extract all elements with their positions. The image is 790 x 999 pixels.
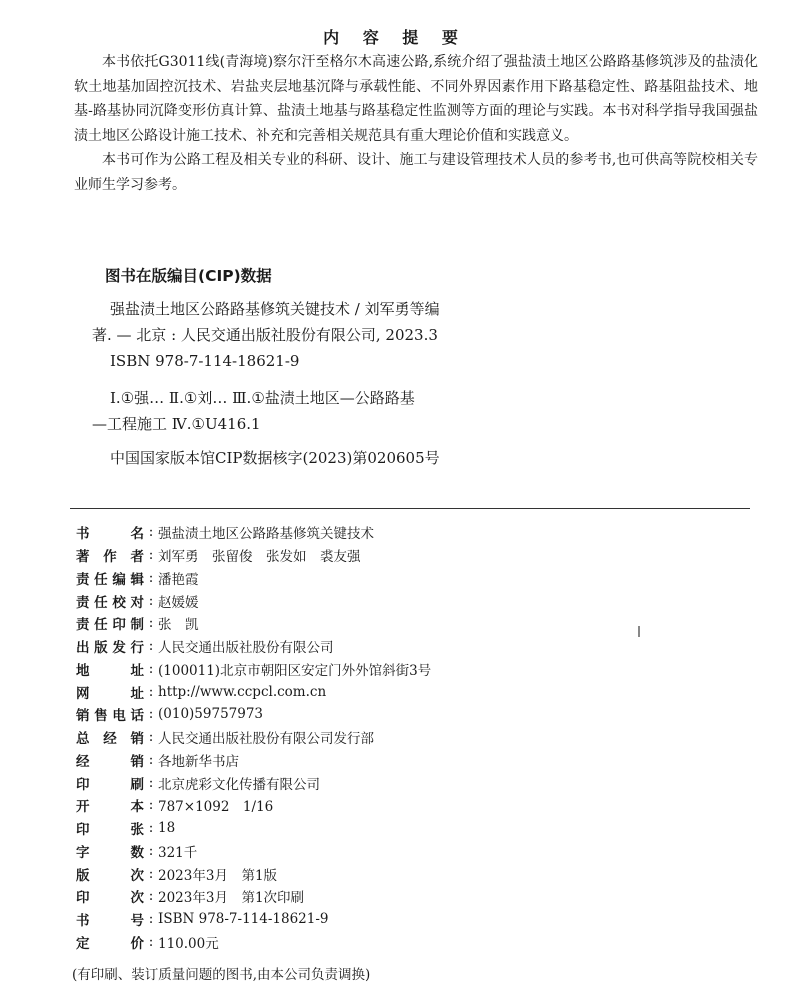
summary-paragraph: 本书可作为公路工程及相关专业的科研、设计、施工与建设管理技术人员的参考书,也可供高等院校相关专业师生学习参考。 [74, 152, 758, 193]
info-label: 印次 [76, 890, 144, 907]
info-colon: : [148, 524, 154, 541]
info-label: 书号 [76, 913, 144, 930]
info-colon: : [148, 615, 154, 632]
info-row [76, 680, 676, 703]
info-label: 责任编辑 [76, 571, 144, 588]
info-colon: : [148, 751, 154, 768]
info-row [76, 567, 676, 590]
quality-note: (有印刷、装订质量问题的图书,由本公司负责调换) [72, 967, 371, 983]
info-colon: : [148, 660, 154, 677]
scan-mark [638, 626, 640, 637]
info-value: (010)59757973 [158, 706, 264, 723]
info-colon: : [148, 797, 154, 814]
info-row [76, 612, 676, 635]
info-row [76, 749, 676, 772]
info-value: 人民交通出版社股份有限公司 [158, 640, 334, 657]
info-row [76, 840, 676, 863]
info-label: 销售电话 [76, 708, 144, 725]
summary-paragraph: 本书依托G3011线(青海境)察尔汗至格尔木高速公路,系统介绍了强盐渍土地区公路路基修筑涉及的盐渍化软土地基加固控沉技术、岩盐夹层地基沉降与承载性能、不同外界因素作用下路基稳定性、路基阻盐技术、地基-路基协同沉降变形仿真计算、盐渍土地基与路基稳定性监测等方面的理论与实践。本书对科学指导我国强盐渍土地区公路设计施工技术、补充和完善相关规范具有重大理论价值和实践意义。 [74, 54, 758, 144]
info-colon: : [148, 842, 154, 859]
info-label: 书名 [76, 526, 144, 543]
summary-title: 内 容 提 要 [323, 28, 467, 47]
info-colon: : [148, 592, 154, 609]
info-value: 北京虎彩文化传播有限公司 [158, 776, 320, 793]
info-colon: : [148, 933, 154, 950]
publication-info [76, 521, 676, 953]
info-label: 印刷 [76, 776, 144, 793]
info-colon: : [148, 729, 154, 746]
info-row [76, 658, 676, 681]
info-row [76, 931, 676, 954]
info-row [76, 885, 676, 908]
info-value: 18 [158, 820, 176, 837]
info-row [76, 726, 676, 749]
info-colon: : [148, 911, 154, 928]
info-value: ISBN 978-7-114-18621-9 [158, 911, 329, 928]
info-value: 人民交通出版社股份有限公司发行部 [158, 731, 374, 748]
cip-line: ISBN 978-7-114-18621-9 [110, 352, 300, 370]
info-label: 字数 [76, 844, 144, 861]
info-value: 刘军勇 张留俊 张发如 裘友强 [158, 549, 361, 566]
cip-number: 中国国家版本馆CIP数据核字(2023)第020605号 [110, 449, 440, 467]
info-value: 2023年3月 第1次印刷 [158, 890, 305, 907]
info-label: 责任印制 [76, 617, 144, 634]
info-label: 经销 [76, 753, 144, 770]
info-row [76, 908, 676, 931]
info-value: 赵媛媛 [158, 594, 199, 611]
info-row [76, 544, 676, 567]
info-label: 版次 [76, 867, 144, 884]
info-colon: : [148, 888, 154, 905]
info-colon: : [148, 547, 154, 564]
cip-line: —工程施工 Ⅳ.①U416.1 [92, 415, 261, 433]
info-row [76, 862, 676, 885]
info-value: 321千 [158, 844, 198, 861]
info-value: 2023年3月 第1版 [158, 867, 278, 884]
info-label: 地址 [76, 662, 144, 679]
info-value: 787×1092 1/16 [158, 799, 274, 816]
info-value: (100011)北京市朝阳区安定门外外馆斜街3号 [158, 662, 432, 679]
info-colon: : [148, 569, 154, 586]
info-colon: : [148, 638, 154, 655]
cip-line: Ⅰ.①强… Ⅱ.①刘… Ⅲ.①盐渍土地区—公路路基 [110, 389, 415, 407]
info-label: 开本 [76, 799, 144, 816]
info-row [76, 817, 676, 840]
info-colon: : [148, 820, 154, 837]
info-value: http://www.ccpcl.com.cn [158, 683, 327, 700]
summary-text [74, 50, 758, 197]
info-row [76, 521, 676, 544]
cip-heading: 图书在版编目(CIP)数据 [105, 267, 272, 285]
info-label: 出版发行 [76, 640, 144, 657]
info-colon: : [148, 683, 154, 700]
info-value: 110.00元 [158, 935, 219, 952]
info-label: 网址 [76, 685, 144, 702]
info-value: 张 凯 [158, 617, 199, 634]
cip-line: 强盐渍土地区公路路基修筑关键技术 / 刘军勇等编 [110, 300, 440, 318]
info-label: 责任校对 [76, 594, 144, 611]
info-label: 总经销 [76, 731, 144, 748]
cip-description [92, 296, 512, 374]
info-row [76, 794, 676, 817]
info-colon: : [148, 774, 154, 791]
info-value: 强盐渍土地区公路路基修筑关键技术 [158, 526, 374, 543]
cip-classification [92, 385, 512, 437]
info-label: 印张 [76, 822, 144, 839]
info-row [76, 635, 676, 658]
info-row [76, 771, 676, 794]
info-value: 各地新华书店 [158, 753, 239, 770]
info-row [76, 589, 676, 612]
info-value: 潘艳霞 [158, 571, 199, 588]
divider [70, 508, 750, 509]
info-row [76, 703, 676, 726]
cip-line: 著. — 北京 : 人民交通出版社股份有限公司, 2023.3 [92, 326, 438, 344]
info-colon: : [148, 706, 154, 723]
info-label: 定价 [76, 935, 144, 952]
info-colon: : [148, 865, 154, 882]
info-label: 著作者 [76, 549, 144, 566]
